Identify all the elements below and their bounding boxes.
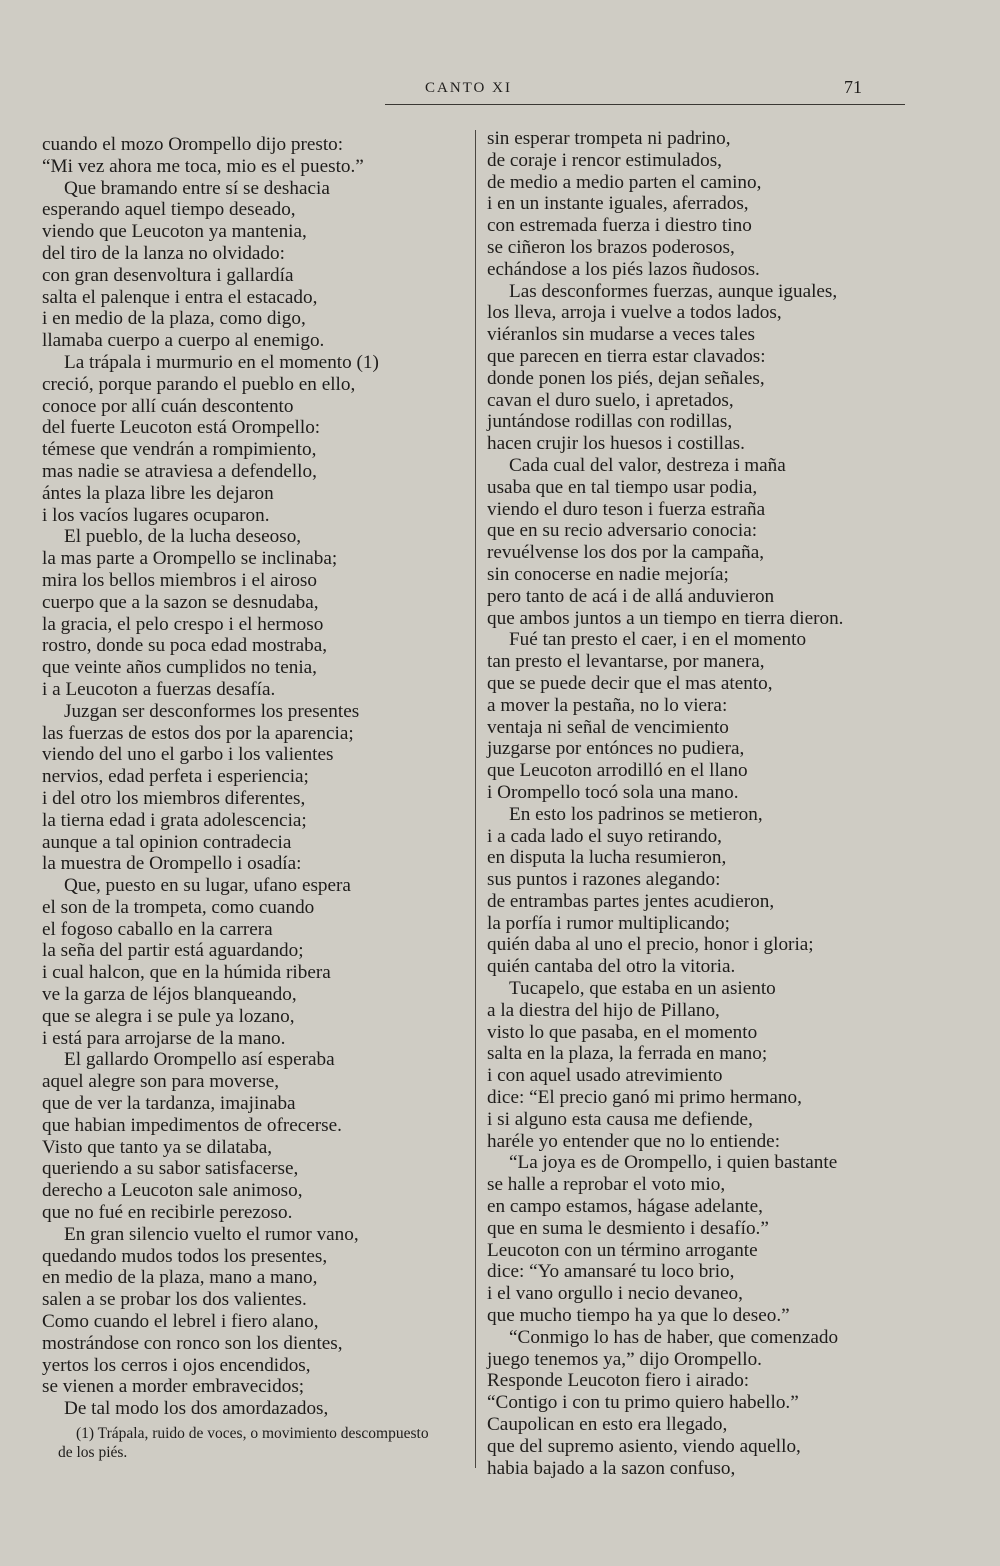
verse-line: en campo estamos, hágase adelante, [487,1196,763,1218]
verse-line: Que, puesto en su lugar, ufano espera [64,875,351,897]
verse-line: i cual halcon, que en la húmida ribera [42,962,331,984]
verse-line: ventaja ni señal de vencimiento [487,716,729,738]
verse-line: se vienen a morder embravecidos; [42,1376,305,1398]
verse-line: juzgarse por entónces no pudiera, [487,738,745,760]
verse-line: quién cantaba del otro la vitoria. [487,956,736,978]
verse-line: i Orompello tocó sola una mano. [487,781,739,803]
verse-line: Como cuando el lebrel i fiero alano, [42,1311,319,1333]
verse-line: yertos los cerros i ojos encendidos, [42,1354,311,1376]
verse-line: en disputa la lucha resumieron, [487,847,727,869]
verse-line: cuerpo que a la sazon se desnudaba, [42,591,319,613]
verse-line: esperando aquel tiempo deseado, [42,199,296,221]
verse-line: De tal modo los dos amordazados, [64,1398,329,1420]
verse-line: Caupolican en esto era llegado, [487,1414,728,1436]
verse-line: hacen crujir los huesos i costillas. [487,433,745,455]
left-text-column [42,134,462,1420]
verse-line: que en su recio adversario conocia: [487,520,758,542]
verse-line: Responde Leucoton fiero i airado: [487,1370,750,1392]
verse-line: que se puede decir que el mas atento, [487,672,773,694]
verse-line: El pueblo, de la lucha deseoso, [64,526,302,548]
verse-line: sin esperar trompeta ni padrino, [487,128,731,149]
verse-line: salta el palenque i entra el estacado, [42,286,318,308]
verse-line: la seña del partir está aguardando; [42,940,304,962]
running-header-title: CANTO XI [425,80,512,96]
verse-line: dice: “Yo amansaré tu loco brio, [487,1261,735,1283]
verse-line: queriendo a su sabor satisfacerse, [42,1158,299,1180]
verse-line: se ciñeron los brazos poderosos, [487,236,735,258]
verse-line: que mucho tiempo ha ya que lo deseo.” [487,1305,790,1327]
verse-line: usaba que en tal tiempo usar podia, [487,476,758,498]
verse-line: la gracia, el pelo crespo i el hermoso [42,613,324,635]
verse-line: i del otro los miembros diferentes, [42,787,306,809]
verse-line: témese que vendrán a rompimiento, [42,439,317,461]
verse-line: echándose a los piés lazos ñudosos. [487,258,760,280]
verse-line: viéranlos sin mudarse a veces tales [487,324,755,346]
verse-line: aunque a tal opinion contradecia [42,831,292,853]
verse-line: juntándose rodillas con rodillas, [487,411,733,433]
verse-line: Que bramando entre sí se deshacia [64,177,330,199]
verse-line: que se alegra i se pule ya lozano, [42,1005,295,1027]
verse-line: ántes la plaza libre les dejaron [42,482,274,504]
verse-line: que del supremo asiento, viendo aquello, [487,1435,801,1457]
verse-line: salen a se probar los dos valientes. [42,1289,307,1311]
page-number: 71 [844,77,862,97]
right-text-column [487,128,912,1479]
column-divider [475,130,476,1468]
verse-line: llamaba cuerpo a cuerpo al enemigo. [42,330,325,352]
verse-line: mira los bellos miembros i el airoso [42,569,317,591]
verse-line: la mas parte a Orompello se inclinaba; [42,548,338,570]
verse-line: que de ver la tardanza, imajinaba [42,1093,296,1115]
verse-line: nervios, edad perfeta i esperiencia; [42,766,309,788]
verse-line: Visto que tanto ya se dilataba, [42,1136,273,1158]
verse-line: i los vacíos lugares ocuparon. [42,504,270,526]
verse-line: con estremada fuerza i diestro tino [487,215,752,237]
verse-line: los lleva, arroja i vuelve a todos lados, [487,302,782,324]
verse-line: sus puntos i razones alegando: [487,869,721,891]
verse-line: i con aquel usado atrevimiento [487,1065,723,1087]
footnote-line: (1) Trápala, ruido de voces, o movimiento descompuesto [76,1425,429,1442]
footnote [58,1424,488,1462]
verse-line: que Leucoton arrodilló en el llano [487,760,748,782]
verse-line: a la diestra del hijo de Pillano, [487,999,720,1021]
verse-line: que parecen en tierra estar clavados: [487,345,766,367]
verse-line: rostro, donde su poca edad mostraba, [42,635,328,657]
verse-line: “La joya es de Orompello, i quien bastante [509,1152,838,1174]
verse-line: del tiro de la lanza no olvidado: [42,242,285,264]
header-rule [385,104,905,105]
verse-line: Juzgan ser desconformes los presentes [64,700,360,722]
verse-line: Leucoton con un término arrogante [487,1239,758,1261]
verse-line: cavan el duro suelo, i apretados, [487,389,734,411]
verse-line: se halle a reprobar el voto mio, [487,1174,726,1196]
verse-line: En esto los padrinos se metieron, [509,803,763,825]
verse-line: Cada cual del valor, destreza i maña [509,454,786,476]
verse-line: la porfía i rumor multiplicando; [487,912,730,934]
verse-line: que ambos juntos a un tiempo en tierra dieron. [487,607,844,629]
verse-line: Tucapelo, que estaba en un asiento [509,978,776,1000]
verse-line: viendo que Leucoton ya mantenia, [42,221,307,243]
verse-line: del fuerte Leucoton está Orompello: [42,417,321,439]
verse-line: el fogoso caballo en la carrera [42,918,273,940]
verse-line: mas nadie se atraviesa a defendello, [42,460,317,482]
verse-line: viendo el duro teson i fuerza estraña [487,498,766,520]
verse-line: en medio de la plaza, mano a mano, [42,1267,318,1289]
verse-line: El gallardo Orompello así esperaba [64,1049,335,1071]
verse-line: habia bajado a la sazon confuso, [487,1457,736,1479]
verse-line: visto lo que pasaba, en el momento [487,1021,758,1043]
verse-line: revuélvense los dos por la campaña, [487,542,765,564]
verse-line: donde ponen los piés, dejan señales, [487,367,765,389]
verse-line: i en medio de la plaza, como digo, [42,308,306,330]
verse-line: i si alguno esta causa me defiende, [487,1108,753,1130]
verse-line: que veinte años cumplidos no tenia, [42,657,317,679]
verse-line: La trápala i murmurio en el momento (1) [64,351,379,373]
footnote-line: de los piés. [58,1444,128,1461]
verse-line: conoce por allí cuán descontento [42,395,294,417]
verse-line: creció, porque parando el pueblo en ello, [42,373,356,395]
verse-line: de coraje i rencor estimulados, [487,149,722,171]
verse-line: “Conmigo lo has de haber, que comenzado [509,1326,839,1348]
verse-line: el son de la trompeta, como cuando [42,896,315,918]
verse-line: juego tenemos ya,” dijo Orompello. [487,1348,762,1370]
verse-line: tan presto el levantarse, por manera, [487,651,765,673]
verse-line: salta en la plaza, la ferrada en mano; [487,1043,768,1065]
verse-line: que habian impedimentos de ofrecerse. [42,1114,342,1136]
verse-line: dice: “El precio ganó mi primo hermano, [487,1087,802,1109]
verse-line: la tierna edad i grata adolescencia; [42,809,307,831]
verse-line: pero tanto de acá i de allá anduvieron [487,585,775,607]
verse-line: que no fué en recibirle perezoso. [42,1202,293,1224]
verse-line: aquel alegre son para moverse, [42,1071,280,1093]
verse-line: que en suma le desmiento i desafío.” [487,1217,769,1239]
verse-line: de entrambas partes jentes acudieron, [487,890,775,912]
verse-line: En gran silencio vuelto el rumor vano, [64,1223,359,1245]
verse-line: Las desconformes fuerzas, aunque iguales, [509,280,838,302]
verse-line: viendo del uno el garbo i los valientes [42,744,334,766]
verse-line: “Mi vez ahora me toca, mio es el puesto.” [42,155,364,177]
verse-line: “Contigo i con tu primo quiero habello.” [487,1392,799,1414]
verse-line: la muestra de Orompello i osadía: [42,853,302,875]
verse-line: ve la garza de léjos blanqueando, [42,984,297,1006]
verse-line: con gran desenvoltura i gallardía [42,264,294,286]
verse-line: i en un instante iguales, aferrados, [487,193,749,215]
verse-line: Fué tan presto el caer, i en el momento [509,629,807,651]
verse-line: i el vano orgullo i necio devaneo, [487,1283,743,1305]
verse-line: sin conocerse en nadie mejoría; [487,563,729,585]
verse-line: i a cada lado el suyo retirando, [487,825,722,847]
verse-line: mostrándose con ronco son los dientes, [42,1332,343,1354]
verse-line: i está para arrojarse de la mano. [42,1027,286,1049]
verse-line: quién daba al uno el precio, honor i gloria; [487,934,814,956]
verse-line: a mover la pestaña, no lo viera: [487,694,728,716]
verse-line: las fuerzas de estos dos por la aparencia; [42,722,354,744]
verse-line: cuando el mozo Orompello dijo presto: [42,134,344,155]
verse-line: haréle yo entender que no lo entiende: [487,1130,781,1152]
verse-line: derecho a Leucoton sale animoso, [42,1180,303,1202]
verse-line: de medio a medio parten el camino, [487,171,762,193]
verse-line: quedando mudos todos los presentes, [42,1245,328,1267]
verse-line: i a Leucoton a fuerzas desafía. [42,678,276,700]
